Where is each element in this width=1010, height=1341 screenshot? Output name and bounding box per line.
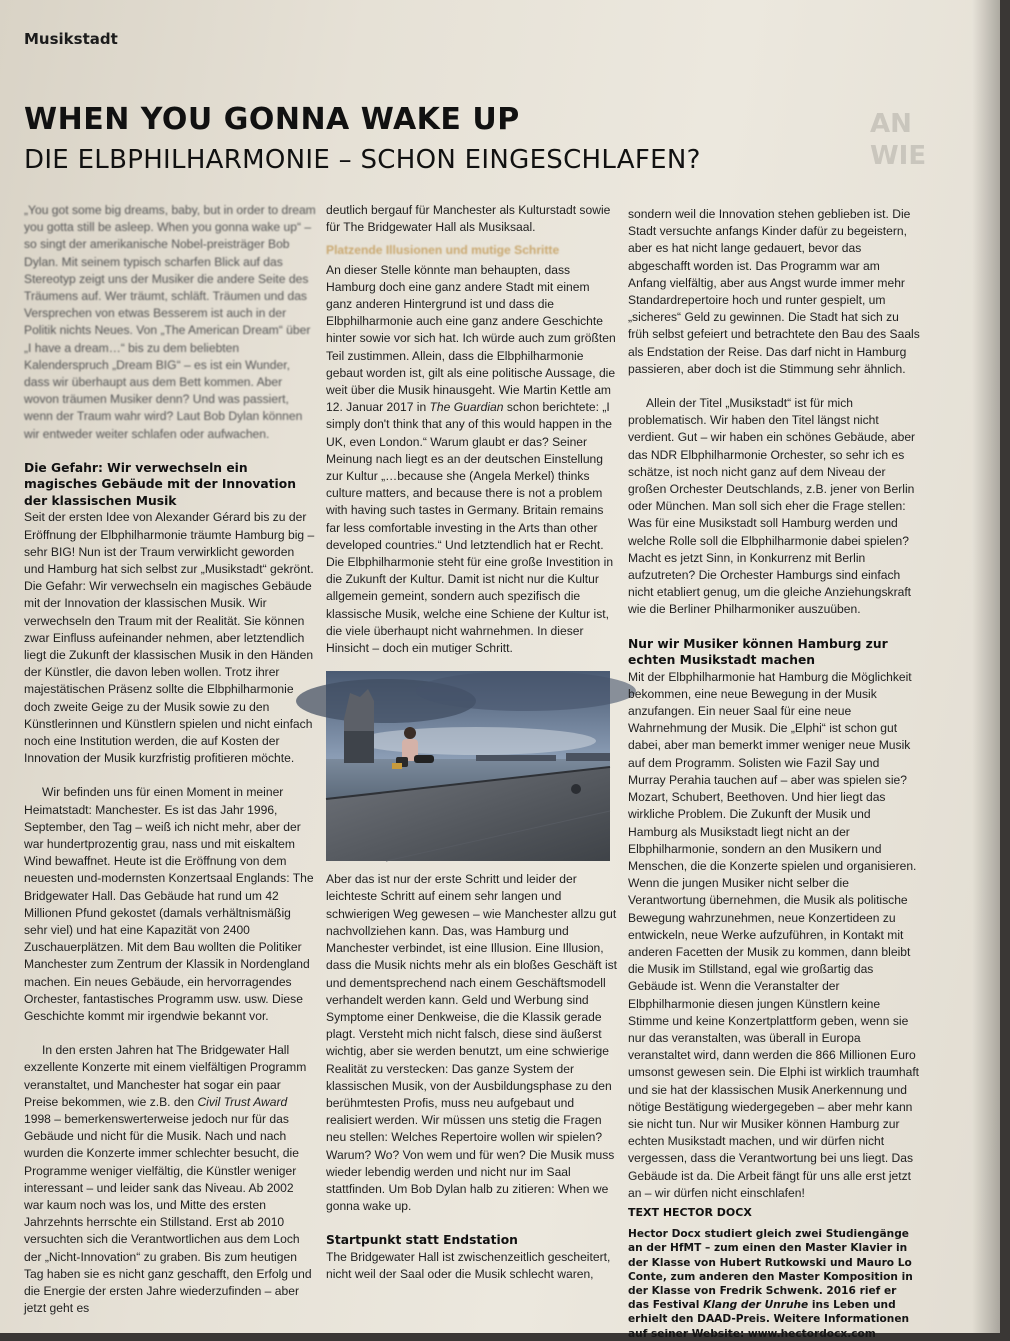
harbor-photo — [326, 671, 610, 861]
newspaper-name: The Guardian — [429, 400, 504, 415]
author-credit: TEXT HECTOR DOCX — [628, 1205, 752, 1219]
text-span: An dieser Stelle könnte man behaupten, dass Hamburg doch eine ganz andere Stadt mit einem ganz anderen Hintergrund ist und dass die Elbphilharmonie auch eine ganz andere Geschichte hinter sowie vor sich hat. Ich würde auch zum größten Teil zustimmen. Allein, dass die Elbphilharmonie gebaut worden ist, gilt als eine politische Aussage, die weit über die Musik hinausgeht. Wie Martin Kettle am 12. Januar 2017 in — [326, 262, 616, 415]
text-span: 1998 – bemerkenswerterweise jedoch nur für das Gebäude und nicht für die Musik. Nach und nach wurden die Konzerte immer schlechter besucht, die Programme weniger vielfältig, die Künstler weniger interessant – und leider sank das Niveau. Ab 2002 war kaum noch was los, und Mitte des ersten Jahrzehnts herrschte ein Stillstand. Erst ab 2010 versuchten sich die Verantwortlichen aus dem Loch der „Nicht-Innovation“ zu graben. Bis zum heutigen Tag haben sie es nicht ganz geschafft, den Erfolg und die Energie der ersten Jahre wiederzufinden – aber jetzt geht es — [24, 1112, 312, 1316]
paragraph: deutlich bergauf für Manchester als Kulturstadt sowie für The Bridgewater Hall als Musiksaal. — [326, 203, 611, 235]
subheading-illusions: Platzende Illusionen und mutige Schritte — [326, 243, 560, 258]
intro-paragraph: „You got some big dreams, baby, but in order to dream you gotta still be asleep. When you gonna wake up“ – so singt der amerikanische Nobel-preisträger Bob Dylan. Mit seinem typisch scharfen Blick auf das Stereotyp zeigt uns der Musiker die andere Seite des Träumens auf. Wer träumt, schläft. Träumen und das Versprechen von etwas Besserem ist auch in der Politik nichts Neues. Von „The American Dream“ über „I have a dream…“ bis zu dem beliebten Kalenderspruch „Dream BIG“ – es ist ein Wunder, dass wir überhaupt aus dem Bett kommen. Aber wovon träumen Musiker denn? Und was passiert, wenn der Traum wahr wird? Laut Bob Dylan können wir entweder weiter schlafen oder aufwachen. — [24, 203, 316, 441]
award-name: Civil Trust Award — [197, 1094, 288, 1109]
show-through-line-2: WIE — [870, 141, 927, 171]
paragraph — [24, 1042, 316, 1317]
harbor-photo-illustration — [326, 671, 610, 861]
subheading-danger: Die Gefahr: Wir verwechseln ein magisches Gebäude mit der Innovation der klassischen Musik — [24, 460, 296, 508]
text-span: In den ersten Jahren hat The Bridgewater Hall exzellente Konzerte mit einem vielfältigen Programm veranstaltet, und Manchester hat sogar ein paar Preise bekommen, wie z.B. den — [24, 1043, 307, 1109]
paragraph: The Bridgewater Hall ist zwischenzeitlich gescheitert, nicht weil der Saal oder die Musik schlecht waren, — [326, 1249, 611, 1282]
paragraph: Seit der ersten Idee von Alexander Gérard bis zu der Eröffnung der Elbphilharmonie träumte Hamburg big – sehr BIG! Nun ist der Traum verwirklicht geworden und Hamburg hat sich selbst zur „Musikstadt“ gekrönt. Die Gefahr: Wir verwechseln ein magisches Gebäude mit der Innovation der klassischen Musik. Wir verwechseln den Traum mit der Realität. Sie können zwar Einfluss aufeinander nehmen, aber letztendlich liegt die Zukunft der klassischen Musik in den Händen der Künstler, die davon leben wollen. Trotz ihrer majestätischen Präsenz sollte die Elbphilharmonie doch zweite Geige zu der Musik sowie zu den Künstlerinnen und Künstlern spielen und nicht einfach noch eine Institution werden, die auf Kosten der Innovation der Musik kurzfristig profitieren möchte. — [24, 510, 315, 766]
article-subtitle: DIE ELBPHILHARMONIE – SCHON EINGESCHLAFEN? — [24, 145, 701, 175]
paragraph — [326, 262, 618, 658]
author-bio — [628, 1227, 920, 1341]
column-3 — [628, 206, 920, 1341]
festival-name: Klang der Unruhe — [703, 1299, 809, 1312]
column-2 — [326, 202, 618, 1283]
paragraph: Wir befinden uns für einen Moment in meiner Heimatstadt: Manchester. Es ist das Jahr 1996, September, den Tag – weiß ich nicht mehr, aber der war hundertprozentig grau, nass und mit eiskaltem Wind bewaffnet. Heute ist die Eröffnung von dem neuesten und-modernsten Konzertsaal Englands: The Bridgewater Hall. Das Gebäude hat rund um 42 Millionen Pfund gekostet (damals verhältnismäßig sehr viel) und hat eine Kapazität von 2400 Zuschauerplätzen. Mit dem Bau wollten die Politiker Manchester zum Zentrum der Klassik in Nordengland machen. Ein neues Gebäude, ein hervorragendes Orchester, fantastisches Programm usw. usw. Diese Geschichte kommt mir irgendwie bekannt vor. — [24, 785, 314, 1024]
subheading-startpoint: Startpunkt statt Endstation — [326, 1233, 518, 1248]
text-span: schon berichtete: „I simply don't think that any of this would happen in the UK, even London.“ Warum glaubt er das? Seiner Meinung nach liegt es an der deutschen Einstellung zur Kultur „…because she (Angela Merkel) thinks culture matters, and because there is not a problem with having such tastes in Germany. Britain remains far less comfortable investing in the Arts than other developed countries.“ Und letztendlich hat er Recht. Die Elbphilharmonie steht für eine große Investition in die Zukunft der Kultur. Damit ist nicht nur die Kultur allgemein gemeint, sondern auch spezifisch die klassische Musik, welche eine Schiene der Kultur ist, die viele überhaupt nicht wahrnehmen. In dieser Hinsicht – doch ein mutiger Schritt. — [326, 400, 614, 656]
facing-page-show-through — [870, 108, 1010, 172]
article-title: WHEN YOU GONNA WAKE UP — [24, 102, 520, 137]
page-edge-shadow — [972, 0, 1000, 1333]
show-through-line-1: AN — [870, 109, 912, 139]
paragraph: sondern weil die Innovation stehen geblieben ist. Die Stadt versuchte anfangs Kinder dafür zu begeistern, aber es hat nicht lange gedauert, bevor das abgeschafft worden ist. Das Programm war am Anfang vielfältig, aber aus Angst wurde immer mehr Standardrepertoire hoch und runter gespielt, um „sicheres“ Geld zu gewinnen. Die Stadt hat sich zu früh selbst gefeiert und betrachtete den Bau des Saals als Endstation der Reise. Das darf nicht in Hamburg passieren, aber doch ist die Stimmung sehr ähnlich. — [628, 207, 920, 376]
paragraph: Allein der Titel „Musikstadt“ ist für mich problematisch. Wir haben den Titel längst nicht verdient. Gut – wir haben ein schönes Gebäude, aber das NDR Elbphilharmonie Orchester, so sehr ich es schätze, ist noch nicht ganz auf dem Niveau der großen Orchester Deutschlands, z.B. jener von Berlin oder München. Man soll sich eher die Frage stellen: Was für eine Musikstadt soll Hamburg werden und welche Rolle soll die Elbphilharmonie dabei spielen? Macht es jetzt Sinn, in Konkurrenz mit Berlin aufzutreten? Die Orchester Hamburgs sind einfach nicht etabliert genug, um die gleiche Anziehungskraft wie die Berliner Philharmoniker auszuüben. — [628, 396, 916, 617]
paragraph: Mit der Elbphilharmonie hat Hamburg die Möglichkeit bekommen, eine neue Bewegung in der Musik anzufangen. Ein neuer Saal für eine neue Wahrnehmung der Musik. Die „Elphi“ ist schon gut dabei, aber man bemerkt immer weniger neue Musik auf dem Programm. Solisten wie Fazil Say und Murray Perahia tauchen auf – aber was spielen sie? Mozart, Schubert, Beethoven. Und hier liegt das wirkliche Problem. Die Zukunft der Musik und Hamburg als Musikstadt liegt nicht an der Elbphilharmonie, sondern an den Musikern und Menschen, die die Konzerte spielen und organisieren. Wenn die jungen Musiker nicht selber die Verantwortung übernehmen, die Musik als politische Bewegung wahrzunehmen, neue Konzertideen zu entwickeln, neue Werke aufzuführen, in Kontakt mit anderen Facetten der Musik zu kommen, dann bleibt die Musik im Stillstand, egal wie großartig das Gebäude ist. Wenn die Veranstalter der Elbphilharmonie diesen jungen Künstlern keine Stimme und keine Konzertplattform geben, wenn sie nur das veranstalten, was überall in Europa veranstaltet wird, dann werden die 866 Millionen Euro umsonst gewesen sein. Die Elphi ist wirklich traumhaft und sie hat der klassischen Musik Anerkennung und nötige Bestätigung wiedergegeben – aber mehr kann sie nicht tun. Nur wir Musiker können Hamburg zur echten Musikstadt machen, und wir dürfen nicht vergessen, dass die Verantwortung bei uns liegt. Das Gebäude ist da. Die Arbeit fängt für uns alle erst jetzt an – wir dürfen nicht einschlafen! — [628, 669, 920, 1200]
text-span: Hector Docx studiert gleich zwei Studiengänge an der HfMT – zum einen den Master Klavier in der Klasse von Hubert Rutkowski und Mauro Lo Conte, zum anderen den Master Komposition in der Klasse von Fredrik Schwenk. 2016 rief er das Festival — [628, 1228, 913, 1312]
column-1 — [24, 202, 316, 1317]
section-label: Musikstadt — [24, 30, 118, 48]
text-span: ins Leben und erhielt den DAAD-Preis. Weitere Informationen auf seiner Website: www.hectordocx.com — [628, 1299, 910, 1340]
subheading-musicians: Nur wir Musiker können Hamburg zur echten Musikstadt machen — [628, 636, 888, 668]
paragraph: Aber das ist nur der erste Schritt und leider der leichteste Schritt auf einem sehr langen und schwierigen Weg gewesen – wie Manchester allzu gut nachvollziehen kann. Das, was Hamburg und Manchester verbindet, ist eine Illusion. Eine Illusion, dass die Musik nichts mehr als ein bloßes Geschäft ist und dementsprechend nach einem Geschäftsmodell verhandelt werden kann. Geld und Werbung sind Symptome einer Denkweise, die die Klassik gerade plagt. Versteht mich nicht falsch, diese sind äußerst wichtig, aber sie werden benutzt, um eine schwierige Realität zu verstecken: Das ganze System der klassischen Musik, von der Ausbildungsphase zu den berühmtesten Profis, muss neu aufgebaut und realisiert werden. Wir müssen uns stetig die Fragen neu stellen: Welches Repertoire wollen wir spielen? Warum? Wo? Von wem und für wen? Die Musik muss wieder lebendig werden und nicht nur im Saal stattfinden. Um Bob Dylan halb zu zitieren: When we gonna wake up. — [326, 872, 618, 1214]
